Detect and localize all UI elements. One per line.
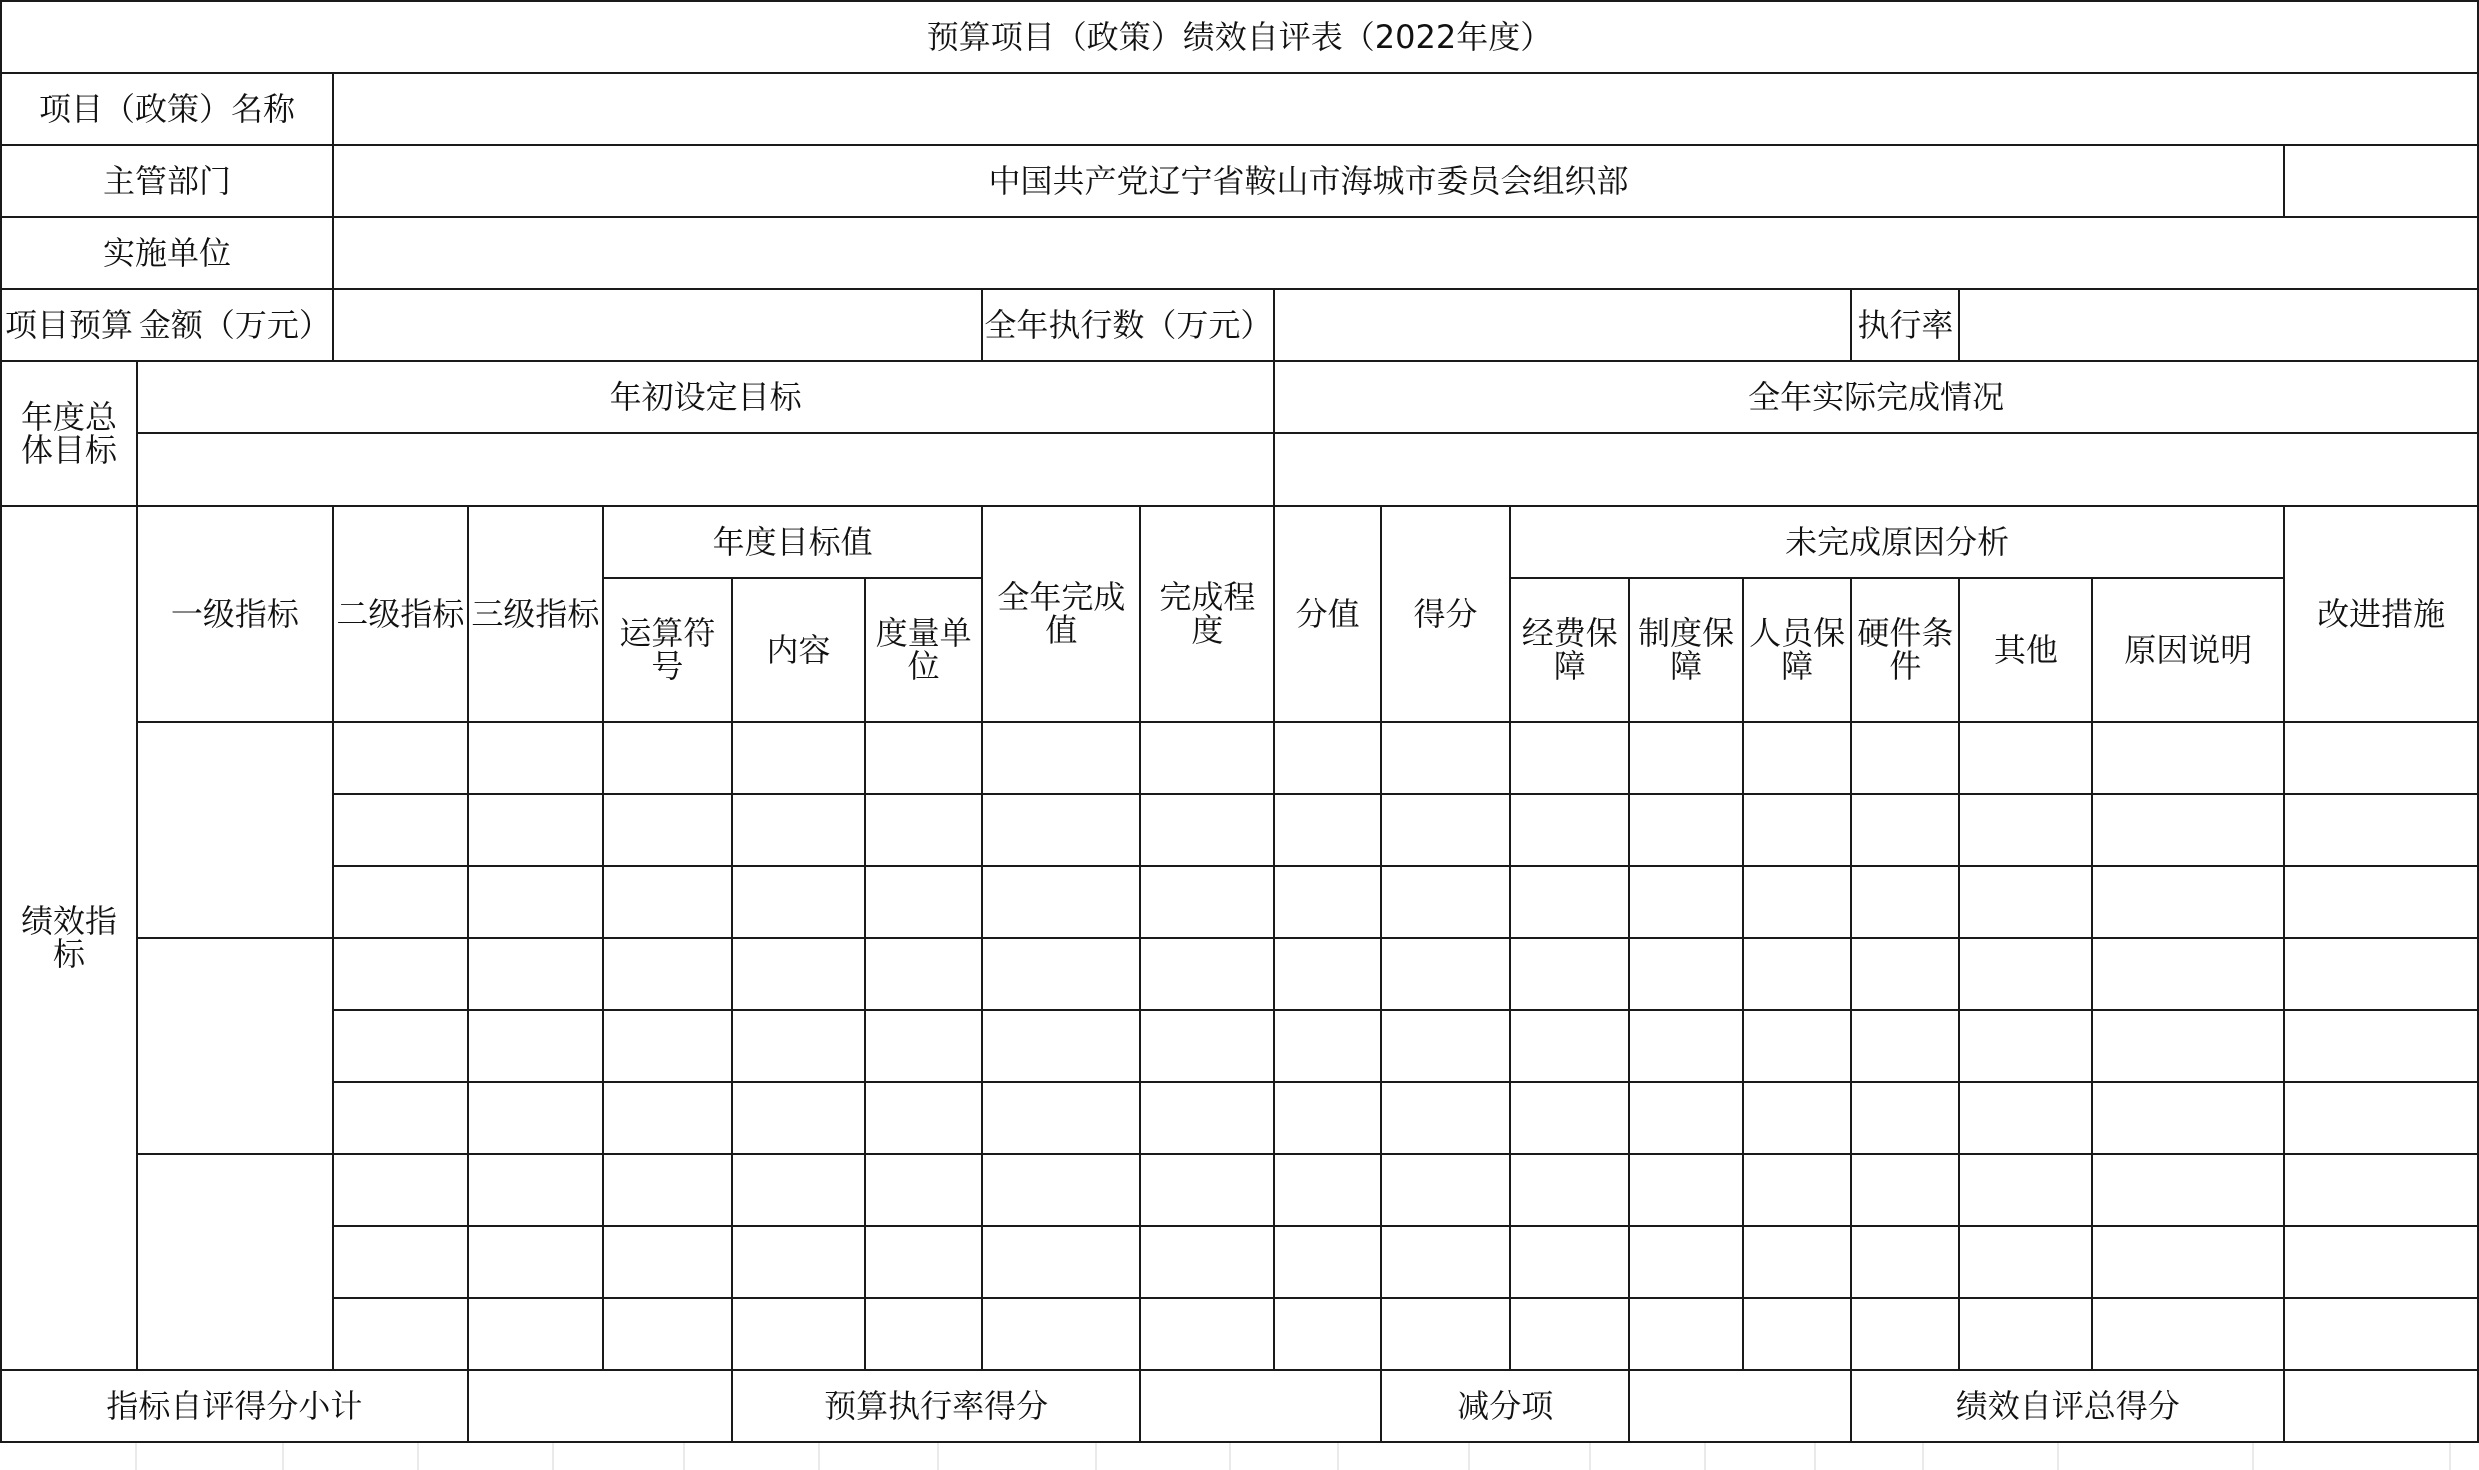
table-cell[interactable] — [1274, 938, 1381, 1010]
table-cell[interactable] — [333, 866, 468, 938]
table-cell[interactable] — [468, 1154, 603, 1226]
table-cell[interactable] — [1959, 1226, 2092, 1298]
header-unit: 度量单位 — [865, 578, 982, 722]
goals-value-row — [1, 433, 2478, 506]
header-annual-completion: 全年完成值 — [982, 506, 1140, 722]
table-cell[interactable] — [2284, 938, 2478, 1010]
header-other: 其他 — [1959, 578, 2092, 722]
table-cell[interactable] — [333, 938, 468, 1010]
table-cell[interactable] — [982, 938, 1140, 1010]
table-cell[interactable] — [1274, 1082, 1381, 1154]
table-cell[interactable] — [1743, 1226, 1852, 1298]
table-cell[interactable] — [732, 1010, 865, 1082]
indicator-row — [1, 1082, 2478, 1154]
table-cell[interactable] — [1851, 938, 1959, 1010]
table-cell[interactable] — [1274, 722, 1381, 794]
table-cell[interactable] — [1140, 1154, 1274, 1226]
table-cell[interactable] — [982, 1154, 1140, 1226]
table-cell[interactable] — [1510, 794, 1629, 866]
indicator-row — [1, 1226, 2478, 1298]
table-cell[interactable] — [1959, 722, 2092, 794]
table-cell[interactable] — [1959, 1154, 2092, 1226]
table-cell[interactable] — [333, 794, 468, 866]
table-cell[interactable] — [1959, 938, 2092, 1010]
table-cell[interactable] — [1274, 794, 1381, 866]
table-cell[interactable] — [603, 866, 732, 938]
table-cell[interactable] — [1381, 866, 1510, 938]
table-cell[interactable] — [1629, 794, 1742, 866]
table-cell[interactable] — [865, 1154, 982, 1226]
table-cell[interactable] — [1743, 1010, 1852, 1082]
table-cell[interactable] — [982, 1226, 1140, 1298]
table-cell[interactable] — [1629, 1082, 1742, 1154]
table-cell[interactable] — [1629, 938, 1742, 1010]
table-cell[interactable] — [865, 722, 982, 794]
budget-amount-value[interactable] — [333, 289, 982, 361]
annual-execution-label: 全年执行数（万元） — [982, 289, 1274, 361]
budget-row — [1, 289, 2478, 361]
table-cell[interactable] — [1140, 1298, 1274, 1370]
table-cell[interactable] — [1629, 1226, 1742, 1298]
header-score: 得分 — [1381, 506, 1510, 722]
header-annual-target: 年度目标值 — [603, 506, 983, 578]
header-reason-analysis: 未完成原因分析 — [1510, 506, 2284, 578]
table-cell[interactable] — [2284, 866, 2478, 938]
table-cell[interactable] — [2284, 1010, 2478, 1082]
footer-row — [1, 1370, 2478, 1442]
table-cell[interactable] — [468, 866, 603, 938]
table-cell[interactable] — [1140, 938, 1274, 1010]
table-cell[interactable] — [732, 722, 865, 794]
table-cell[interactable] — [732, 794, 865, 866]
table-cell[interactable] — [865, 1082, 982, 1154]
table-cell[interactable] — [1851, 794, 1959, 866]
level1-cell[interactable] — [137, 722, 333, 938]
annual-execution-value[interactable] — [1274, 289, 1851, 361]
table-cell[interactable] — [1959, 1082, 2092, 1154]
header-level3: 三级指标 — [468, 506, 603, 722]
table-cell[interactable] — [732, 866, 865, 938]
table-cell[interactable] — [603, 722, 732, 794]
table-cell[interactable] — [1274, 1226, 1381, 1298]
table-cell[interactable] — [2092, 1298, 2284, 1370]
table-cell[interactable] — [982, 1298, 1140, 1370]
table-cell[interactable] — [333, 1298, 468, 1370]
table-cell[interactable] — [1510, 722, 1629, 794]
table-cell[interactable] — [2284, 1082, 2478, 1154]
subtotal-value[interactable] — [468, 1370, 732, 1442]
table-cell[interactable] — [2092, 1226, 2284, 1298]
title-row — [1, 1, 2478, 73]
department-extra-cell[interactable] — [2284, 145, 2478, 217]
table-cell[interactable] — [1851, 722, 1959, 794]
table-cell[interactable] — [1851, 1226, 1959, 1298]
table-cell[interactable] — [603, 1010, 732, 1082]
table-cell[interactable] — [1140, 794, 1274, 866]
table-cell[interactable] — [1743, 938, 1852, 1010]
header-operator: 运算符号 — [603, 578, 732, 722]
table-cell[interactable] — [2284, 1226, 2478, 1298]
table-cell[interactable] — [1743, 1082, 1852, 1154]
table-cell[interactable] — [1274, 1010, 1381, 1082]
table-cell[interactable] — [1743, 1298, 1852, 1370]
table-cell[interactable] — [603, 1082, 732, 1154]
header-system: 制度保障 — [1629, 578, 1742, 722]
table-cell[interactable] — [1851, 866, 1959, 938]
table-cell[interactable] — [1851, 1010, 1959, 1082]
table-cell[interactable] — [982, 866, 1140, 938]
table-cell[interactable] — [1959, 794, 2092, 866]
table-cell[interactable] — [468, 722, 603, 794]
table-cell[interactable] — [468, 1226, 603, 1298]
table-cell[interactable] — [1510, 1298, 1629, 1370]
header-weight: 分值 — [1274, 506, 1381, 722]
table-cell[interactable] — [333, 1226, 468, 1298]
table-cell[interactable] — [1274, 866, 1381, 938]
header-level2: 二级指标 — [333, 506, 468, 722]
table-cell[interactable] — [1381, 1010, 1510, 1082]
table-cell[interactable] — [1274, 1298, 1381, 1370]
initial-target-label: 年初设定目标 — [137, 361, 1274, 433]
table-cell[interactable] — [732, 1226, 865, 1298]
project-name-label: 项目（政策）名称 — [1, 73, 333, 145]
goals-header-row — [1, 361, 2478, 433]
table-cell[interactable] — [1381, 1226, 1510, 1298]
indicator-row — [1, 722, 2478, 794]
budget-label-a: 项目预算 — [1, 289, 137, 361]
table-cell[interactable] — [865, 866, 982, 938]
table-cell[interactable] — [1381, 1082, 1510, 1154]
table-cell[interactable] — [2092, 1154, 2284, 1226]
table-cell[interactable] — [732, 938, 865, 1010]
project-name-row — [1, 73, 2478, 145]
indicator-header-row-1 — [1, 506, 2478, 578]
table-title: 预算项目（政策）绩效自评表（2022年度） — [1, 1, 2478, 73]
deduction-value[interactable] — [1629, 1370, 1851, 1442]
table-cell[interactable] — [603, 938, 732, 1010]
indicator-row — [1, 1298, 2478, 1370]
project-name-value[interactable] — [333, 73, 2478, 145]
table-cell[interactable] — [333, 1082, 468, 1154]
initial-target-value[interactable] — [137, 433, 1274, 506]
table-cell[interactable] — [2284, 1154, 2478, 1226]
table-cell[interactable] — [1851, 1154, 1959, 1226]
table-cell[interactable] — [2092, 1010, 2284, 1082]
indicator-row — [1, 866, 2478, 938]
table-cell[interactable] — [865, 938, 982, 1010]
total-score-label: 绩效自评总得分 — [1851, 1370, 2284, 1442]
table-cell[interactable] — [1743, 794, 1852, 866]
department-label: 主管部门 — [1, 145, 333, 217]
table-cell[interactable] — [1629, 1298, 1742, 1370]
table-cell[interactable] — [603, 1298, 732, 1370]
table-cell[interactable] — [732, 1298, 865, 1370]
performance-indicators-label: 绩效指标 — [1, 506, 137, 1370]
budget-rate-score-value[interactable] — [1140, 1370, 1381, 1442]
table-cell[interactable] — [1851, 1298, 1959, 1370]
table-cell[interactable] — [1140, 1010, 1274, 1082]
execution-rate-label: 执行率 — [1851, 289, 1959, 361]
table-cell[interactable] — [1381, 1298, 1510, 1370]
header-content: 内容 — [732, 578, 865, 722]
table-cell[interactable] — [1629, 722, 1742, 794]
header-reason-note: 原因说明 — [2092, 578, 2284, 722]
table-cell[interactable] — [1140, 1226, 1274, 1298]
table-cell[interactable] — [2092, 866, 2284, 938]
execution-rate-value[interactable] — [1959, 289, 2478, 361]
table-cell[interactable] — [1140, 1082, 1274, 1154]
implementer-value[interactable] — [333, 217, 2478, 289]
table-cell[interactable] — [468, 1082, 603, 1154]
actual-completion-value[interactable] — [1274, 433, 2478, 506]
table-cell[interactable] — [1274, 1154, 1381, 1226]
table-cell[interactable] — [1629, 866, 1742, 938]
table-cell[interactable] — [468, 938, 603, 1010]
table-cell[interactable] — [982, 1010, 1140, 1082]
table-cell[interactable] — [468, 1010, 603, 1082]
table-cell[interactable] — [1510, 1226, 1629, 1298]
table-cell[interactable] — [1381, 722, 1510, 794]
indicator-row — [1, 938, 2478, 1010]
table-cell[interactable] — [333, 1010, 468, 1082]
table-cell[interactable] — [1381, 794, 1510, 866]
level1-cell[interactable] — [137, 938, 333, 1154]
total-score-value[interactable] — [2284, 1370, 2478, 1442]
table-cell[interactable] — [1510, 1154, 1629, 1226]
department-row — [1, 145, 2478, 217]
table-cell[interactable] — [1743, 866, 1852, 938]
deduction-label: 减分项 — [1381, 1370, 1629, 1442]
table-cell[interactable] — [1629, 1154, 1742, 1226]
table-cell[interactable] — [732, 1082, 865, 1154]
table-cell[interactable] — [1140, 722, 1274, 794]
table-cell[interactable] — [982, 794, 1140, 866]
table-cell[interactable] — [468, 1298, 603, 1370]
header-personnel: 人员保障 — [1743, 578, 1852, 722]
header-completion-degree: 完成程度 — [1140, 506, 1274, 722]
table-cell[interactable] — [1510, 1082, 1629, 1154]
header-hardware: 硬件条件 — [1851, 578, 1959, 722]
table-cell[interactable] — [1140, 866, 1274, 938]
table-cell[interactable] — [732, 1154, 865, 1226]
actual-completion-label: 全年实际完成情况 — [1274, 361, 2478, 433]
table-cell[interactable] — [1743, 722, 1852, 794]
subtotal-label: 指标自评得分小计 — [1, 1370, 468, 1442]
table-cell[interactable] — [1510, 938, 1629, 1010]
table-cell[interactable] — [1959, 866, 2092, 938]
level1-cell[interactable] — [137, 1154, 333, 1370]
table-cell[interactable] — [865, 1298, 982, 1370]
table-cell[interactable] — [982, 1082, 1140, 1154]
table-cell[interactable] — [2092, 722, 2284, 794]
table-cell[interactable] — [603, 794, 732, 866]
department-value[interactable]: 中国共产党辽宁省鞍山市海城市委员会组织部 — [333, 145, 2284, 217]
header-level1: 一级指标 — [137, 506, 333, 722]
table-cell[interactable] — [1629, 1010, 1742, 1082]
indicator-row — [1, 1010, 2478, 1082]
table-cell[interactable] — [1381, 1154, 1510, 1226]
indicator-row — [1, 1154, 2478, 1226]
table-cell[interactable] — [2092, 794, 2284, 866]
table-cell[interactable] — [1381, 938, 1510, 1010]
table-cell[interactable] — [333, 722, 468, 794]
budget-rate-score-label: 预算执行率得分 — [732, 1370, 1140, 1442]
table-cell[interactable] — [333, 1154, 468, 1226]
table-cell[interactable] — [1851, 1082, 1959, 1154]
table-cell[interactable] — [603, 1154, 732, 1226]
table-cell[interactable] — [1959, 1298, 2092, 1370]
table-cell[interactable] — [982, 722, 1140, 794]
budget-label-b: 金额（万元） — [137, 289, 333, 361]
table-cell[interactable] — [865, 794, 982, 866]
table-cell[interactable] — [2092, 1082, 2284, 1154]
table-cell[interactable] — [603, 1226, 732, 1298]
table-cell[interactable] — [865, 1226, 982, 1298]
header-improvement: 改进措施 — [2284, 506, 2478, 722]
table-cell[interactable] — [1510, 1010, 1629, 1082]
table-cell[interactable] — [1510, 866, 1629, 938]
implementer-label: 实施单位 — [1, 217, 333, 289]
table-cell[interactable] — [2092, 938, 2284, 1010]
table-cell[interactable] — [2284, 794, 2478, 866]
indicator-row — [1, 794, 2478, 866]
implementer-row — [1, 217, 2478, 289]
table-cell[interactable] — [2284, 722, 2478, 794]
annual-goal-label: 年度总体目标 — [1, 361, 137, 506]
table-cell[interactable] — [865, 1010, 982, 1082]
table-cell[interactable] — [468, 794, 603, 866]
header-funding: 经费保障 — [1510, 578, 1629, 722]
table-cell[interactable] — [1743, 1154, 1852, 1226]
table-cell[interactable] — [2284, 1298, 2478, 1370]
table-cell[interactable] — [1959, 1010, 2092, 1082]
